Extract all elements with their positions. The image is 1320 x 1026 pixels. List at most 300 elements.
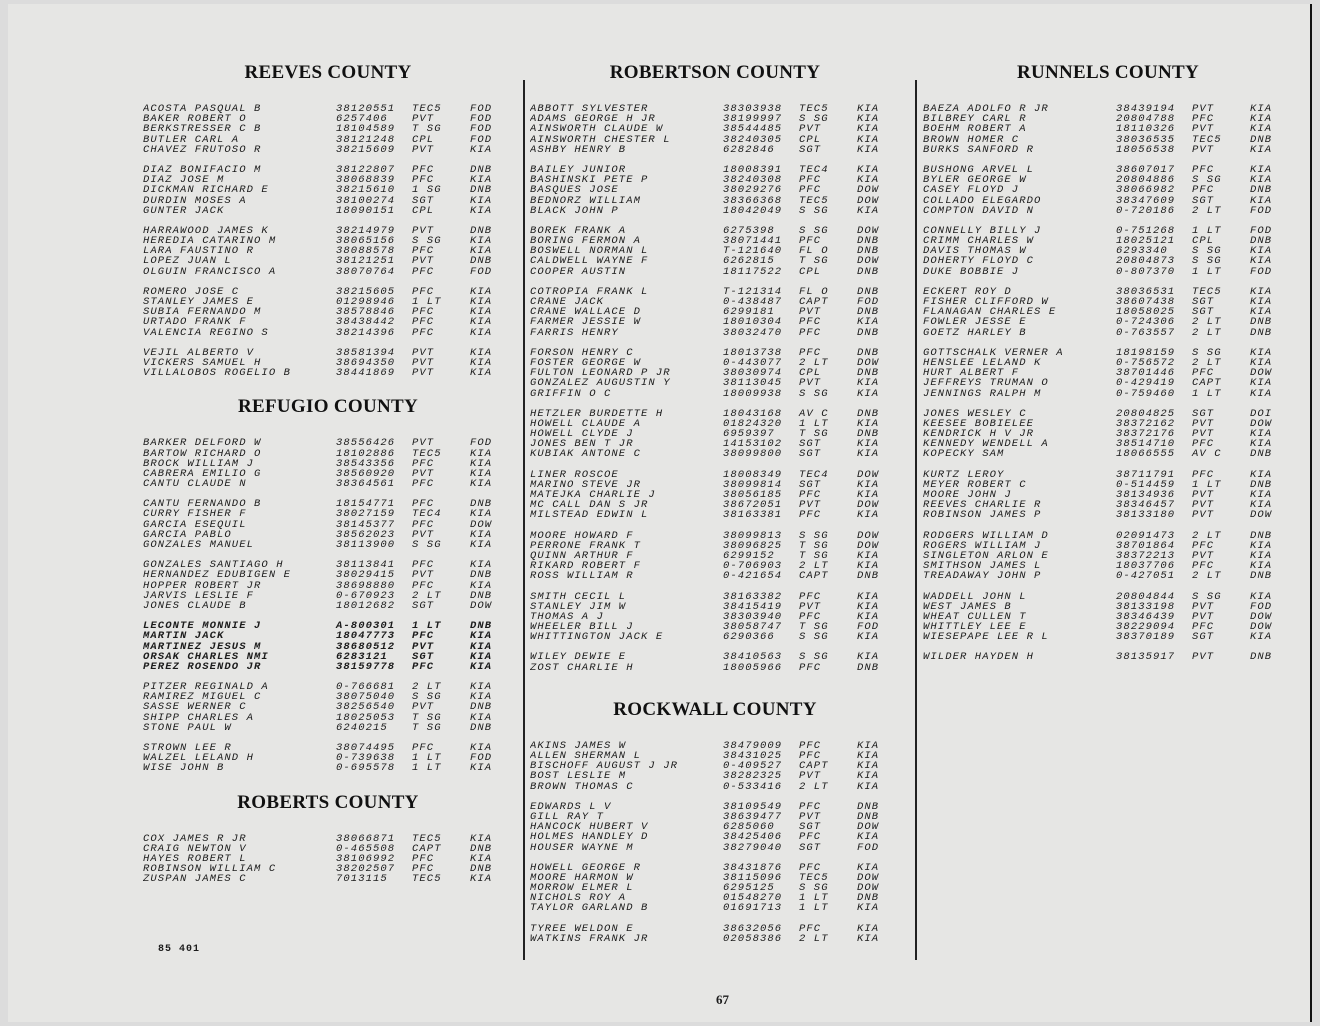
entry-name: GARCIA ESEQUIL [143,519,247,530]
entry-status: KIA [470,296,493,308]
entry-serial: 6275398 [723,224,775,237]
entry-rank: PFC [412,245,435,258]
entry-status: KIA [1250,123,1273,136]
entry-serial: 38133198 [1116,600,1176,613]
entry-name: WADDELL JOHN L [923,591,1027,602]
entry-name: THOMAS A J [530,611,605,623]
entry-name: BASHINSKI PETE P [530,175,649,186]
entry-name: WHITTLEY LEE E [923,622,1027,633]
entry-status: KIA [857,509,880,522]
entry-name: JONES WESLEY C [923,408,1027,419]
entry-status: KIA [857,631,880,644]
entry-name: COOPER AUSTIN [530,266,627,277]
entry-serial: 6295125 [723,882,775,895]
entry-rank: CAPT [799,570,829,583]
entry-serial: 38282325 [723,770,783,783]
roster-entry [530,439,910,449]
entry-name: ROSS WILLIAM R [530,571,634,582]
entry-serial: 38639477 [723,810,783,823]
roster-entry [530,622,910,632]
entry-name: WHITTINGTON JACK E [530,632,664,643]
entry-rank: S SG [412,539,442,551]
roster-entry [530,348,910,358]
entry-status: KIA [1250,489,1273,501]
roster-entry [143,236,523,246]
roster-entry [530,267,910,277]
entry-status: FOD [1250,224,1273,237]
entry-rank: PVT [412,701,435,714]
roster-entry [530,802,910,812]
entry-name: BARKER DELFORD W [143,438,262,449]
entry-rank: PVT [412,569,435,582]
entry-group [143,226,523,277]
entry-status: KIA [470,245,493,258]
entry-rank: PVT [1192,600,1215,613]
entry-serial: 20804825 [1116,407,1176,420]
entry-serial: 0-409527 [723,760,783,773]
entry-name: MEYER ROBERT C [923,479,1027,490]
entry-serial: 18025053 [336,711,396,724]
entry-rank: PFC [1192,184,1215,197]
entry-serial: 38066982 [1116,184,1176,197]
entry-name: BOEHM ROBERT A [923,124,1027,135]
entry-name: ALLEN SHERMAN L [530,751,642,762]
roster-entry [923,622,1303,632]
roster-entry [923,602,1303,612]
entry-name: FLANAGAN CHARLES E [923,307,1057,318]
roster-entry [530,771,910,781]
roster-entry [923,510,1303,520]
entry-rank: PVT [1192,143,1215,156]
entry-name: CASEY FLOYD J [923,185,1020,196]
entry-name: STROWN LEE R [143,743,232,754]
entry-name: ORSAK CHARLES NMI [143,651,269,662]
entry-name: GUNTER JACK [143,205,225,216]
entry-status: KIA [470,559,493,572]
entry-serial: 38680512 [336,640,396,653]
entry-status: FOD [470,113,493,126]
roster-entry [530,165,910,175]
entry-status: KIA [1250,499,1273,512]
entry-serial: A-800301 [336,620,396,633]
entry-name: HARRAWOOD JAMES K [143,225,269,237]
entry-serial: 01824320 [723,417,783,430]
entry-status: KIA [470,143,493,156]
entry-rank: S SG [799,224,829,237]
entry-name: AINSWORTH CHESTER L [530,134,671,145]
entry-group [143,104,523,155]
entry-rank: PFC [799,922,822,935]
entry-rank: PVT [1192,651,1215,664]
entry-name: KENDRICK H V JR [923,429,1035,440]
roster-entry [143,874,523,884]
entry-rank: TEC5 [412,447,442,460]
entry-serial: 38578846 [336,306,396,319]
entry-name: EDWARDS L V [530,801,612,812]
roster-entry [530,297,910,307]
entry-rank: SGT [799,438,822,451]
entry-status: KIA [857,123,880,136]
roster-entry [923,256,1303,266]
roster-entry [530,500,910,510]
entry-name: JONES BEN T JR [530,439,634,450]
entry-serial: 0-429419 [1116,377,1176,390]
roster-entry [143,854,523,864]
roster-entry [923,541,1303,551]
roster-entry [530,185,910,195]
entry-name: JARVIS LESLIE F [143,590,255,601]
roster-entry [143,175,523,185]
entry-status: DNB [470,255,493,268]
entry-status: DOW [857,255,880,268]
roster-entry [530,328,910,338]
entry-serial: 0-720186 [1116,204,1176,217]
roster-page [8,4,1312,1022]
entry-status: KIA [857,204,880,217]
entry-name: JENNINGS RALPH M [923,388,1042,399]
entry-group [143,682,523,733]
roster-entry [923,135,1303,145]
roster-entry [143,763,523,773]
column-right [923,56,1303,681]
roster-entry [143,449,523,459]
roster-entry [530,924,910,934]
entry-name: ROBINSON WILLIAM C [143,864,277,875]
entry-status: DNB [470,569,493,582]
entry-status: DNB [857,661,880,674]
roster-entry [923,632,1303,642]
entry-status: KIA [470,630,493,643]
entry-serial: 01691713 [723,902,783,915]
entry-name: WHEAT CULLEN T [923,611,1027,623]
roster-entry [530,741,910,751]
roster-entry [143,185,523,195]
entry-group [923,104,1303,155]
entry-name: BAEZA ADOLFO R JR [923,104,1049,115]
entry-status: KIA [1250,245,1273,258]
entry-status: DNB [1250,478,1273,491]
entry-name: FOWLER JESSE E [923,317,1027,328]
entry-status: DNB [470,184,493,197]
entry-rank: 2 LT [1192,204,1222,217]
roster-entry [923,226,1303,236]
roster-entry [530,480,910,490]
entry-group [530,652,910,672]
entry-serial: 38672051 [723,499,783,512]
entry-serial: 38698880 [336,579,396,592]
entry-serial: 38121251 [336,255,396,268]
entry-rank: PVT [1192,549,1215,562]
entry-name: GILL RAY T [530,811,605,823]
entry-rank: 1 LT [412,762,442,775]
entry-serial: 38479009 [723,739,783,752]
roster-entry [530,358,910,368]
entry-name: KENNEDY WENDELL A [923,439,1049,450]
entry-serial: 0-533416 [723,780,783,793]
entry-status: KIA [857,739,880,752]
entry-name: ECKERT ROY D [923,286,1012,297]
entry-rank: TEC5 [412,873,442,886]
roster-entry [923,185,1303,195]
entry-name: FARMER JESSIE W [530,317,642,328]
entry-name: OLGUIN FRANCISCO A [143,266,277,277]
entry-name: RODGERS WILLIAM D [923,530,1049,541]
entry-status: DOW [857,539,880,552]
entry-serial: 38113841 [336,559,396,572]
entry-rank: SGT [1192,631,1215,644]
entry-status: DNB [1250,651,1273,664]
entry-serial: 38240305 [723,133,783,146]
entry-group [923,226,1303,277]
entry-name: BLACK JOHN P [530,205,619,216]
entry-name: GOETZ HARLEY B [923,327,1027,338]
entry-status: KIA [857,113,880,126]
entry-serial: 38133180 [1116,509,1176,522]
entry-serial: 38415419 [723,600,783,613]
entry-rank: PFC [799,739,822,752]
entry-status: FOD [470,123,493,136]
entry-serial: 6257406 [336,113,388,126]
entry-serial: 38632056 [723,922,783,935]
entry-rank: 2 LT [1192,529,1222,542]
entry-serial: 38410563 [723,651,783,664]
entry-group [143,287,523,338]
entry-name: ZUSPAN JAMES C [143,874,247,885]
entry-status: DOW [1250,417,1273,430]
entry-name: CABRERA EMILIO G [143,468,262,480]
roster-entry [923,470,1303,480]
entry-status: KIA [1250,296,1273,308]
entry-name: DURDIN MOSES A [143,195,247,206]
entry-serial: 38159778 [336,660,396,673]
entry-serial: 0-438487 [723,296,783,308]
entry-status: KIA [857,103,880,115]
roster-entry [530,541,910,551]
entry-status: DNB [470,589,493,602]
roster-entry [143,479,523,489]
county-section [923,62,1303,663]
entry-status: DOW [1250,610,1273,623]
entry-serial: 38701864 [1116,539,1176,552]
entry-rank: PFC [412,265,435,278]
entry-serial: 18117522 [723,265,783,278]
roster-entry [143,469,523,479]
entry-name: SMITH CECIL L [530,591,627,602]
entry-rank: 1 LT [1192,265,1222,278]
entry-status: DNB [857,570,880,583]
entry-rank: PVT [799,377,822,390]
roster-entry [530,751,910,761]
column-middle [530,56,910,962]
entry-serial: 38113045 [723,377,783,390]
county-section [530,699,910,944]
entry-rank: 1 LT [799,902,829,915]
roster-entry [143,743,523,753]
roster-entry [143,570,523,580]
roster-entry [530,782,910,792]
entry-status: KIA [1250,631,1273,644]
entry-serial: 18037706 [1116,560,1176,573]
entry-name: LARA FAUSTINO R [143,246,255,257]
entry-status: KIA [470,681,493,694]
roster-entry [923,124,1303,134]
entry-name: BROWN THOMAS C [530,781,634,792]
entry-rank: S SG [799,113,829,126]
roster-entry [530,104,910,114]
roster-entry [143,348,523,358]
entry-status: FOD [470,437,493,450]
entry-serial: 38215609 [336,143,396,156]
roster-entry [143,368,523,378]
entry-status: KIA [857,417,880,430]
roster-entry [530,551,910,561]
entry-status: KIA [1250,346,1273,359]
entry-status: DNB [857,346,880,359]
entry-name: WIESEPAPE LEE R L [923,632,1049,643]
entry-name: VILLALOBOS ROGELIO B [143,368,292,379]
entry-status: KIA [470,478,493,491]
entry-serial: 0-427051 [1116,570,1176,583]
entry-serial: 0-766681 [336,681,396,694]
entry-rank: S SG [799,651,829,664]
entry-status: KIA [857,174,880,187]
entry-serial: 38441869 [336,367,396,380]
entry-status: KIA [1250,194,1273,207]
entry-rank: PVT [1192,428,1215,441]
entry-serial: 7013115 [336,873,388,886]
roster-entry [143,560,523,570]
entry-rank: PVT [412,437,435,450]
entry-rank: S SG [799,387,829,400]
entry-status: DNB [1250,133,1273,146]
entry-rank: PVT [799,123,822,136]
entry-serial: 38088578 [336,245,396,258]
entry-status: KIA [470,650,493,663]
entry-name: BORING FERMON A [530,236,642,247]
entry-serial: 38256540 [336,701,396,714]
entry-status: DOW [857,224,880,237]
entry-status: KIA [857,448,880,461]
roster-entry [143,642,523,652]
entry-serial: 02058386 [723,932,783,945]
entry-name: DICKMAN RICHARD E [143,185,269,196]
roster-entry [143,682,523,692]
entry-status: KIA [470,174,493,187]
roster-entry [530,307,910,317]
roster-entry [143,358,523,368]
entry-status: DNB [857,800,880,813]
roster-entry [530,873,910,883]
roster-entry [530,287,910,297]
roster-entry [923,531,1303,541]
entry-serial: 38100274 [336,194,396,207]
entry-group [530,741,910,792]
entry-name: GONZALEZ AUGUSTIN Y [530,378,671,389]
entry-rank: PFC [1192,163,1215,176]
entry-name: HOWELL GEORGE R [530,862,642,873]
roster-entry [923,409,1303,419]
entry-status: FOD [470,752,493,765]
entry-status: KIA [470,762,493,775]
roster-entry [530,114,910,124]
entry-serial: 6299181 [723,306,775,319]
entry-serial: 38543356 [336,457,396,470]
roster-entry [923,592,1303,602]
entry-serial: 6285060 [723,821,775,834]
entry-serial: 18009938 [723,387,783,400]
roster-entry [143,662,523,672]
entry-serial: 18104589 [336,123,396,136]
entry-rank: PVT [412,113,435,126]
entry-rank: S SG [1192,590,1222,603]
entry-group [530,924,910,944]
entry-name: ABBOTT SYLVESTER [530,104,649,115]
roster-entry [530,903,910,913]
entry-rank: PVT [799,306,822,319]
entry-rank: 2 LT [412,681,442,694]
entry-serial: 38071441 [723,235,783,248]
entry-name: CONNELLY BILLY J [923,225,1042,237]
entry-serial: 18102886 [336,447,396,460]
entry-name: BILBREY CARL R [923,114,1027,125]
entry-rank: SGT [799,821,822,834]
county-section [143,396,523,773]
entry-serial: 38135917 [1116,651,1176,664]
entry-group [143,438,523,489]
entry-serial: 01548270 [723,892,783,905]
entry-status: DOW [857,356,880,369]
entry-serial: 18043168 [723,407,783,420]
entry-rank: 2 LT [799,356,829,369]
entry-status: DOW [470,518,493,531]
entry-rank: PFC [1192,468,1215,481]
entry-serial: 20804788 [1116,113,1176,126]
entry-name: DIAZ BONIFACIO M [143,164,262,176]
column-divider [523,80,525,960]
entry-group [923,531,1303,582]
roster-entry [530,843,910,853]
entry-name: ROGERS WILLIAM J [923,540,1042,551]
entry-rank: AV C [799,407,829,420]
entry-name: CRIMM CHARLES W [923,236,1035,247]
entry-status: KIA [857,600,880,613]
entry-serial: 18047773 [336,630,396,643]
entry-rank: PFC [799,831,822,844]
entry-rank: TEC5 [1192,285,1222,298]
entry-name: CRANE JACK [530,297,605,308]
roster-entry [923,500,1303,510]
entry-name: MOORE HARMON W [530,872,634,884]
entry-name: GONZALES MANUEL [143,540,255,551]
entry-status: KIA [1250,174,1273,187]
entry-rank: S SG [1192,255,1222,268]
roster-entry [143,631,523,641]
entry-serial: 38120551 [336,103,396,115]
entry-serial: 38096825 [723,539,783,552]
roster-entry [143,287,523,297]
entry-status: DNB [470,701,493,714]
roster-entry [143,753,523,763]
column-left [143,56,523,903]
entry-rank: S SG [799,631,829,644]
entry-name: BROWN HOMER C [923,134,1020,145]
entry-rank: 1 SG [412,184,442,197]
entry-name: URTADO FRANK F [143,317,247,328]
entry-group [923,470,1303,521]
roster-entry [143,135,523,145]
entry-rank: 2 LT [799,780,829,793]
entry-rank: PFC [799,184,822,197]
